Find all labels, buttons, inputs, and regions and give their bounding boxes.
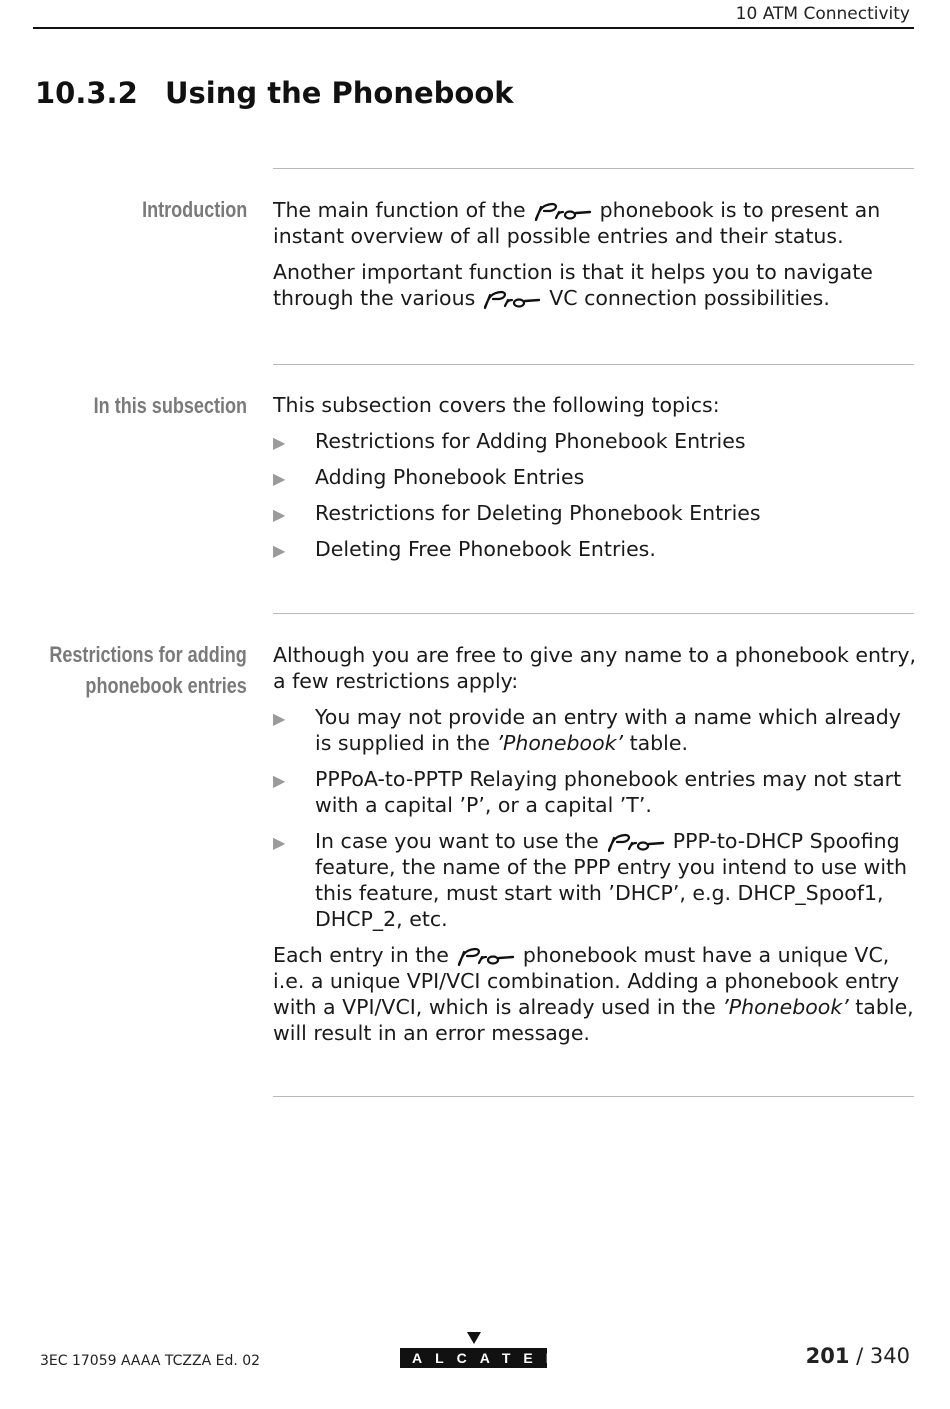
list-item: ▶ You may not provide an entry with a name which already is supplied in the ’Phonebook’ table. (273, 705, 901, 755)
bullet-arrow-icon: ▶ (273, 505, 286, 524)
bullet-arrow-icon: ▶ (273, 469, 286, 488)
pro-logo-icon (455, 946, 517, 968)
document-id: 3EC 17059 AAAA TCZZA Ed. 02 (40, 1353, 261, 1369)
header-rule (33, 27, 914, 29)
introduction-body (273, 197, 918, 321)
pro-logo-icon (532, 201, 594, 223)
subsection-body (273, 392, 918, 572)
pro-logo-icon (605, 832, 667, 854)
list-item: ▶ In case you want to use the PPP-to-DHCP Spoofing feature, the name of the PPP entry you intend to use with this feature, must start with ’DHCP’, e.g. DHCP_Spoof1, DHCP_2, etc. (273, 829, 908, 931)
alcatel-logo (400, 1332, 568, 1368)
divider-rule (273, 168, 914, 169)
bullet-arrow-icon: ▶ (273, 833, 286, 852)
restrictions-closing: Each entry in the phonebook must have a unique VC, i.e. a unique VPI/VCI combination. Adding a phonebook entry with a VPI/VCI, which is already used in the ’Phonebook’ table, will result in an error message. (273, 943, 914, 1045)
restrictions-body (273, 642, 918, 1056)
list-item: ▶ Restrictions for Deleting Phonebook Entries (273, 500, 918, 526)
pro-logo-icon (481, 289, 543, 311)
introduction-paragraph: Another important function is that it helps you to navigate through the various VC connection possibilities. (273, 260, 873, 310)
section-title (35, 76, 514, 110)
restrictions-intro: Although you are free to give any name to a phonebook entry, a few restrictions apply: (273, 643, 917, 693)
page-number: 201 / 340 (805, 1344, 910, 1368)
list-item: ▶ PPPoA-to-PPTP Relaying phonebook entries may not start with a capital ’P’, or a capital ’T’. (273, 767, 902, 817)
side-label-restrictions: Restrictions for adding phonebook entries (49, 642, 247, 698)
bullet-arrow-icon: ▶ (273, 771, 286, 790)
restrictions-list (273, 704, 918, 932)
divider-rule (273, 1096, 914, 1097)
introduction-paragraph: The main function of the phonebook is to present an instant overview of all possible entries and their status. (273, 198, 881, 248)
divider-rule (273, 613, 914, 614)
list-item: ▶ Restrictions for Adding Phonebook Entries (273, 428, 918, 454)
bullet-arrow-icon: ▶ (273, 709, 286, 728)
bullet-arrow-icon: ▶ (273, 433, 286, 452)
divider-rule (273, 364, 914, 365)
subsection-intro: This subsection covers the following topics: (273, 393, 720, 417)
section-number: 10.3.2 (35, 76, 138, 110)
section-heading: Using the Phonebook (165, 76, 514, 110)
bullet-arrow-icon: ▶ (273, 541, 286, 560)
chapter-header: 10 ATM Connectivity (735, 4, 910, 24)
topic-list (273, 428, 918, 562)
logo-wordmark: ALCATEL (400, 1348, 547, 1368)
side-label-introduction: Introduction (141, 197, 247, 222)
list-item: ▶ Adding Phonebook Entries (273, 464, 918, 490)
side-label-subsection: In this subsection (93, 393, 247, 418)
list-item: ▶ Deleting Free Phonebook Entries. (273, 536, 918, 562)
logo-triangle-icon (467, 1332, 481, 1344)
